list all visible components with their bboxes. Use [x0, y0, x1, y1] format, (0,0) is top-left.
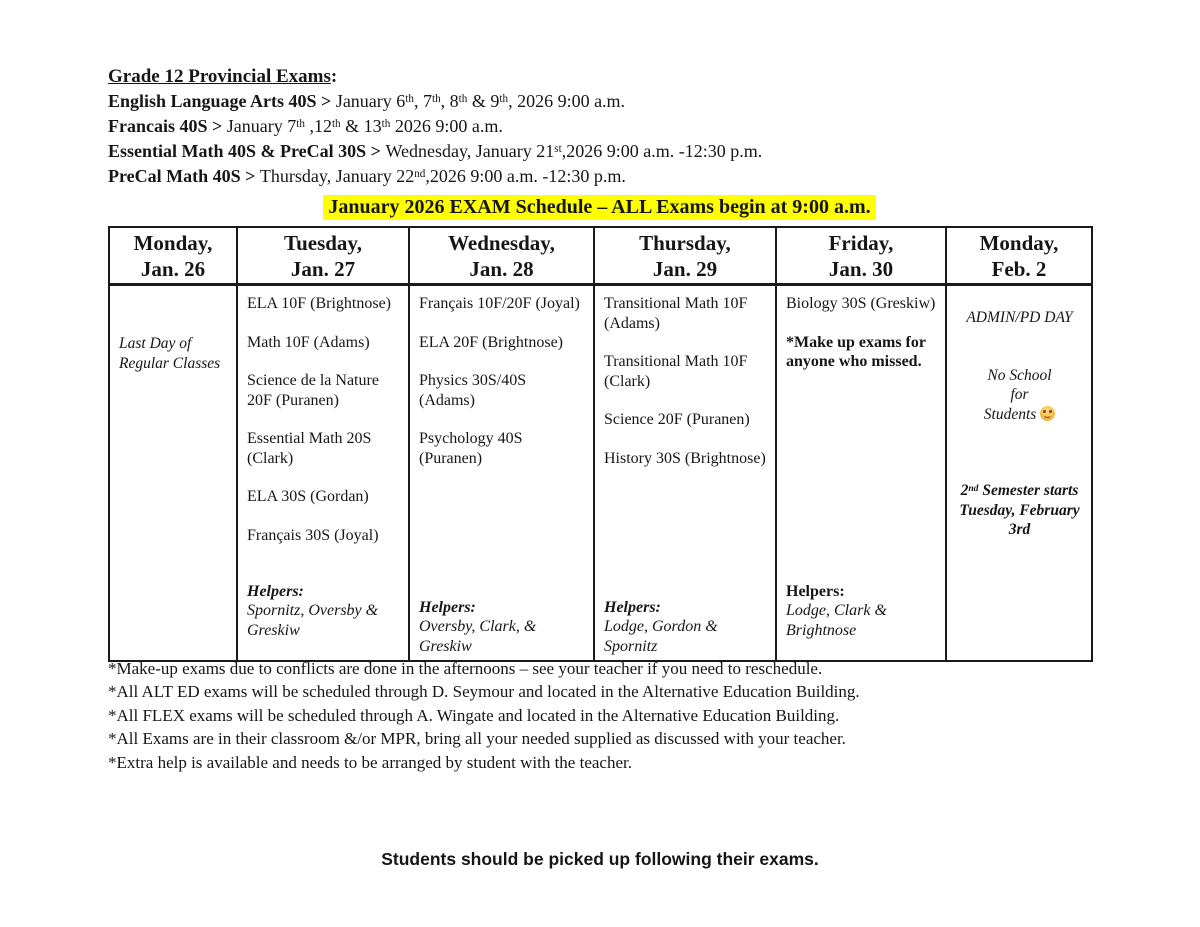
text-block: [108, 114, 762, 139]
footnotes: [108, 657, 860, 774]
text-segment: January 7: [226, 116, 297, 136]
text-segment: Transitional Math 10F (Adams): [604, 295, 748, 332]
text-segment: th: [381, 117, 391, 130]
day-date: Jan. 26: [140, 257, 206, 281]
text-block: [604, 352, 767, 391]
text-block: [956, 405, 1083, 425]
text-block: [108, 751, 860, 774]
text-block: [604, 294, 767, 333]
text-block: [419, 333, 585, 353]
text-segment: Francais 40S >: [108, 116, 227, 136]
text-segment: th: [458, 92, 468, 105]
text-segment: th: [431, 92, 441, 105]
text-segment: nd: [414, 167, 426, 180]
text-block: [108, 64, 762, 89]
text-block: [956, 366, 1083, 386]
text-block: [786, 333, 937, 372]
text-segment: Math 10F (Adams): [247, 333, 370, 351]
text-segment: *All ALT ED exams will be scheduled through D. Seymour and located in the Alternative Education Building.: [108, 682, 860, 702]
helpers-wednesday: [419, 598, 585, 657]
text-block: [247, 487, 400, 507]
header-row: [109, 227, 1092, 285]
col-header-wednesday-jan28: [409, 227, 594, 285]
text-segment: ,12: [304, 116, 332, 136]
text-segment: Psychology 40S (Puranen): [419, 430, 523, 467]
text-block: [956, 308, 1083, 328]
helpers-thursday: [604, 598, 767, 657]
text-block: [108, 89, 762, 114]
text-block: [956, 385, 1083, 405]
text-segment: Français 30S (Joyal): [247, 526, 379, 544]
helpers-names: Lodge, Clark & Brightnose: [786, 602, 887, 639]
text-segment: Biology 30S (Greskiw): [786, 295, 936, 312]
day-name: Tuesday,: [283, 231, 363, 255]
text-segment: th: [296, 117, 305, 130]
text-segment: Essential Math 40S & PreCal 30S >: [108, 141, 386, 161]
text-segment: for: [1010, 386, 1029, 403]
text-segment: th: [405, 92, 414, 105]
helpers-names: Oversby, Clark, & Greskiw: [419, 618, 537, 655]
text-segment: 2: [960, 482, 969, 499]
text-segment: Transitional Math 10F (Clark): [604, 353, 748, 390]
text-block: [108, 727, 860, 750]
day-date: Feb. 2: [991, 257, 1047, 281]
smiley-icon: [1040, 406, 1055, 421]
text-segment: , 8: [440, 91, 459, 111]
cell-monday-jan26: [109, 285, 237, 662]
cell-content: [119, 294, 228, 373]
text-segment: th: [331, 117, 341, 130]
day-name: Monday,: [979, 231, 1059, 255]
text-block: [786, 294, 937, 314]
exam-schedule-banner: January 2026 EXAM Schedule – ALL Exams begin at 9:00 a.m.: [323, 195, 875, 220]
text-block: [108, 139, 762, 164]
helpers-names: Lodge, Gordon & Spornitz: [604, 618, 718, 655]
text-block: [604, 449, 767, 469]
text-block: [247, 429, 400, 468]
text-segment: 2026 9:00 a.m.: [390, 116, 503, 136]
exam-schedule-table: [108, 226, 1093, 662]
helpers-friday: [786, 582, 937, 641]
helpers-names: Spornitz, Oversby & Greskiw: [247, 602, 379, 639]
helpers-tuesday: [247, 582, 400, 641]
provincial-exams-section: [108, 64, 762, 189]
text-segment: ELA 20F (Brightnose): [419, 333, 563, 351]
day-date: Jan. 29: [652, 257, 718, 281]
text-segment: ELA 30S (Gordan): [247, 488, 369, 505]
text-block: [108, 680, 860, 703]
schedule-row: [109, 285, 1092, 662]
text-segment: :: [330, 66, 338, 87]
cell-wednesday-jan28: [409, 285, 594, 662]
text-block: [108, 164, 762, 189]
col-header-thursday-jan29: [594, 227, 776, 285]
text-segment: *Make up exams for anyone who missed.: [786, 333, 926, 370]
cell-content: [956, 294, 1083, 540]
text-block: [604, 410, 767, 430]
day-date: Jan. 30: [828, 257, 894, 281]
text-block: [108, 657, 860, 680]
text-segment: Semester starts Tuesday, February 3rd: [959, 482, 1080, 538]
text-segment: & 9: [467, 91, 500, 111]
col-header-monday-feb2: [946, 227, 1092, 285]
banner-row: [108, 195, 1091, 220]
text-block: [247, 333, 400, 353]
text-segment: Science de la Nature 20F (Puranen): [247, 372, 379, 409]
text-segment: Grade 12 Provincial Exams: [108, 66, 331, 87]
day-date: Jan. 28: [469, 257, 534, 281]
cell-content: [419, 294, 585, 468]
text-block: [247, 526, 400, 546]
text-segment: , 2026 9:00 a.m.: [508, 91, 626, 111]
text-block: [119, 334, 224, 373]
text-segment: History 30S (Brightnose): [604, 449, 766, 467]
text-block: [247, 294, 400, 314]
text-block: [419, 371, 585, 410]
cell-monday-feb2: [946, 285, 1092, 662]
text-block: [247, 371, 400, 410]
text-block: [419, 294, 585, 314]
text-segment: ADMIN/PD DAY: [966, 309, 1073, 326]
text-segment: Français 10F/20F (Joyal): [419, 295, 580, 312]
text-segment: PreCal Math 40S >: [108, 166, 260, 186]
day-name: Friday,: [828, 231, 894, 255]
text-block: [108, 704, 860, 727]
text-segment: nd: [968, 482, 979, 494]
text-segment: , 7: [413, 91, 432, 111]
cell-friday-jan30: [776, 285, 946, 662]
col-header-monday-jan26: [109, 227, 237, 285]
text-block: [419, 429, 585, 468]
text-segment: *All FLEX exams will be scheduled through A. Wingate and located in the Alternative Education Building.: [108, 705, 840, 725]
text-segment: Students: [983, 405, 1041, 423]
text-segment: & 13: [340, 116, 382, 136]
text-segment: ,2026 9:00 a.m. -12:30 p.m.: [425, 166, 626, 186]
day-name: Thursday,: [639, 231, 731, 255]
text-segment: *Make-up exams due to conflicts are done in the afternoons – see your teacher if you need to reschedule.: [108, 659, 823, 678]
cell-tuesday-jan27: [237, 285, 409, 662]
text-segment: English Language Arts 40S >: [108, 91, 336, 111]
cell-content: [604, 294, 767, 468]
text-segment: Last Day of Regular Classes: [119, 335, 221, 372]
text-segment: *Extra help is available and needs to be arranged by student with the teacher.: [108, 752, 632, 772]
cell-content: [786, 294, 937, 372]
text-segment: Science 20F (Puranen): [604, 411, 750, 428]
col-header-friday-jan30: [776, 227, 946, 285]
helpers-label: Helpers:: [786, 582, 845, 600]
text-segment: st: [554, 142, 562, 155]
text-segment: Essential Math 20S (Clark): [247, 430, 372, 467]
col-header-tuesday-jan27: [237, 227, 409, 285]
cell-content: [247, 294, 400, 545]
day-name: Monday,: [133, 231, 213, 255]
text-segment: Physics 30S/40S (Adams): [419, 372, 527, 409]
text-segment: th: [499, 92, 509, 105]
text-segment: Wednesday, January 21: [385, 141, 555, 161]
helpers-label: Helpers:: [604, 598, 661, 616]
cell-thursday-jan29: [594, 285, 776, 662]
text-segment: ELA 10F (Brightnose): [247, 295, 391, 312]
text-segment: ,2026 9:00 a.m. -12:30 p.m.: [561, 141, 763, 161]
day-name: Wednesday,: [448, 231, 555, 255]
text-block: [956, 481, 1083, 540]
text-segment: January 6: [335, 91, 406, 111]
day-date: Jan. 27: [290, 257, 356, 281]
text-segment: No School: [987, 366, 1052, 384]
pickup-notice: Students should be picked up following their exams.: [381, 849, 819, 869]
helpers-label: Helpers:: [419, 598, 476, 616]
helpers-label: Helpers:: [247, 582, 304, 600]
text-segment: *All Exams are in their classroom &/or MPR, bring all your needed supplied as discussed with your teacher.: [108, 729, 846, 749]
text-segment: Thursday, January 22: [259, 166, 415, 186]
